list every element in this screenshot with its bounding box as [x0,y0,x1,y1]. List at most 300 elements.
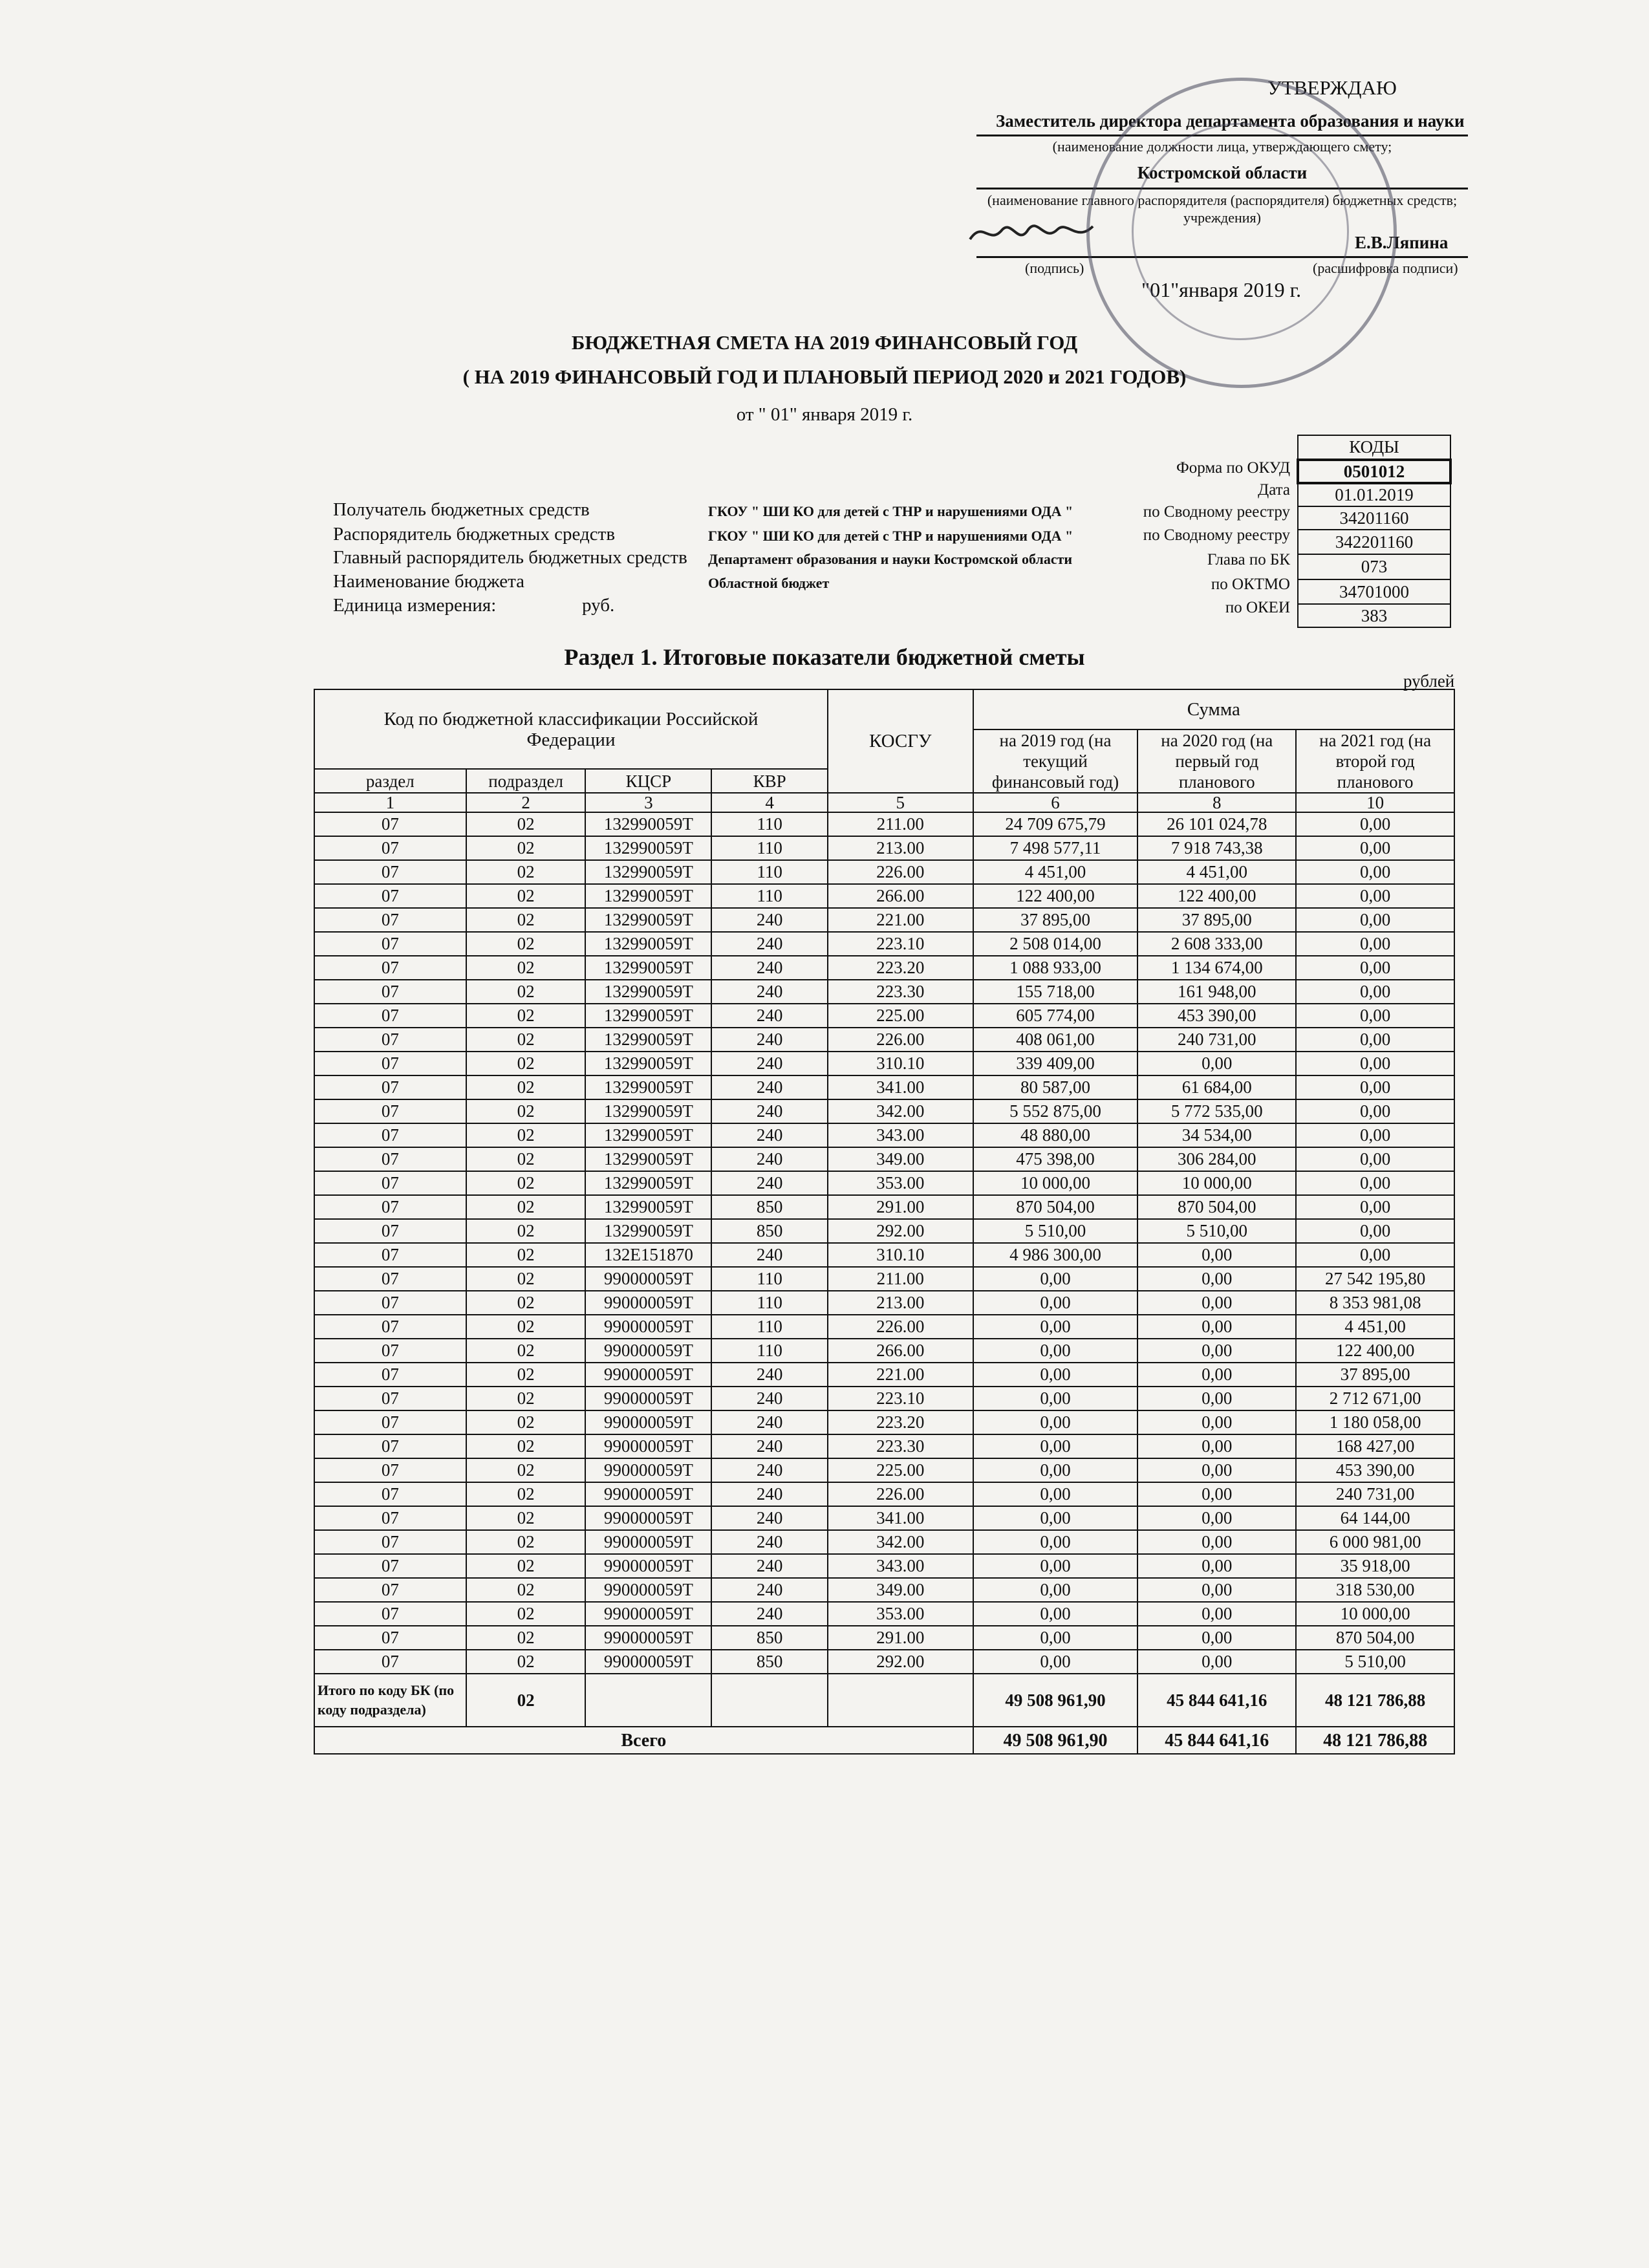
cell-2020: 0,00 [1137,1578,1296,1602]
cell-2021: 6 000 981,00 [1296,1530,1454,1554]
cell-razdel: 07 [314,812,466,836]
cell-2020: 10 000,00 [1137,1171,1296,1195]
cell-podrazdel: 02 [466,1219,586,1243]
approval-heading: УТВЕРЖДАЮ [1267,76,1397,99]
cell-2021: 0,00 [1296,1123,1454,1147]
cell-podrazdel: 02 [466,956,586,980]
cell-razdel: 07 [314,956,466,980]
cell-2021: 37 895,00 [1296,1363,1454,1387]
cell-2019: 0,00 [973,1530,1138,1554]
cell-2021: 122 400,00 [1296,1339,1454,1363]
cell-kvr: 240 [711,908,828,932]
cell-razdel: 07 [314,1267,466,1291]
cell-2019: 408 061,00 [973,1028,1138,1052]
total-row [314,1674,1454,1727]
cell-podrazdel: 02 [466,980,586,1004]
table-row [314,1195,1454,1219]
cell-2020: 161 948,00 [1137,980,1296,1004]
cell-2021: 64 144,00 [1296,1506,1454,1530]
cell-2020: 0,00 [1137,1267,1296,1291]
cell-2019: 0,00 [973,1387,1138,1410]
cell-2020: 306 284,00 [1137,1147,1296,1171]
cell-2019: 24 709 675,79 [973,812,1138,836]
manager-label: Распорядитель бюджетных средств [333,524,616,545]
cell-2021: 0,00 [1296,1195,1454,1219]
cell-2019: 4 451,00 [973,860,1138,884]
cell-2020: 0,00 [1137,1602,1296,1626]
cell-razdel: 07 [314,1482,466,1506]
cell-2021: 318 530,00 [1296,1578,1454,1602]
cell-razdel: 07 [314,1171,466,1195]
codes-header: КОДЫ [1298,435,1450,460]
table-row [314,1602,1454,1626]
chief-label: Главный распорядитель бюджетных средств [333,547,687,568]
cell-2021: 2 712 671,00 [1296,1387,1454,1410]
cell-kvr: 110 [711,812,828,836]
cell-2021: 453 390,00 [1296,1458,1454,1482]
cell-podrazdel: 02 [466,812,586,836]
cell-2019: 339 409,00 [973,1052,1138,1075]
table-row [314,980,1454,1004]
cell-razdel: 07 [314,1219,466,1243]
column-number: 2 [466,793,586,812]
grand-total-label: Всего [314,1727,973,1754]
cell-2020: 0,00 [1137,1650,1296,1674]
cell-kcsr: 132990059Т [585,884,711,908]
header-kcsr: КЦСР [585,769,711,793]
cell-2020: 0,00 [1137,1530,1296,1554]
table-row [314,1506,1454,1530]
column-number: 5 [828,793,973,812]
cell-podrazdel: 02 [466,1171,586,1195]
cell-2021: 0,00 [1296,1028,1454,1052]
cell-kosgu: 353.00 [828,1171,973,1195]
cell-2021: 4 451,00 [1296,1315,1454,1339]
cell-kcsr: 990000059Т [585,1530,711,1554]
cell-kvr: 850 [711,1195,828,1219]
cell-razdel: 07 [314,1315,466,1339]
cell-kvr: 240 [711,956,828,980]
reestr1-label: по Сводному реестру [1143,503,1290,521]
cell-2021: 0,00 [1296,1243,1454,1267]
cell-kosgu: 221.00 [828,908,973,932]
cell-kosgu: 341.00 [828,1075,973,1099]
table-row [314,1339,1454,1363]
cell-kvr: 110 [711,884,828,908]
cell-kcsr: 132990059Т [585,1004,711,1028]
cell-2020: 2 608 333,00 [1137,932,1296,956]
cell-kcsr: 990000059Т [585,1387,711,1410]
cell-2019: 0,00 [973,1410,1138,1434]
approval-org-caption: (наименование главного распорядителя (распорядителя) бюджетных средств; учреждения) [987,192,1458,226]
cell-podrazdel: 02 [466,1530,586,1554]
cell-kcsr: 132990059Т [585,1099,711,1123]
table-row [314,1434,1454,1458]
table-row [314,1554,1454,1578]
cell-2020: 0,00 [1137,1387,1296,1410]
cell-kcsr: 990000059Т [585,1434,711,1458]
cell-2021: 0,00 [1296,932,1454,956]
cell-kosgu: 221.00 [828,1363,973,1387]
cell-2020: 240 731,00 [1137,1028,1296,1052]
cell-2020: 1 134 674,00 [1137,956,1296,980]
approval-signer: Е.В.Ляпина [1355,233,1449,252]
total-kcsr [585,1674,711,1727]
cell-2021: 0,00 [1296,836,1454,860]
cell-2021: 27 542 195,80 [1296,1267,1454,1291]
cell-kosgu: 341.00 [828,1506,973,1530]
cell-razdel: 07 [314,908,466,932]
cell-podrazdel: 02 [466,1578,586,1602]
cell-podrazdel: 02 [466,1147,586,1171]
cell-razdel: 07 [314,1123,466,1147]
cell-2020: 61 684,00 [1137,1075,1296,1099]
cell-podrazdel: 02 [466,932,586,956]
header-2020: на 2020 год (на первый год планового [1137,729,1296,793]
oktmo-value: 34701000 [1298,579,1450,604]
cell-2019: 0,00 [973,1578,1138,1602]
column-number: 10 [1296,793,1454,812]
cell-2019: 155 718,00 [973,980,1138,1004]
cell-kvr: 110 [711,1339,828,1363]
cell-kcsr: 132990059Т [585,1052,711,1075]
budget-label: Наименование бюджета [333,571,525,592]
cell-podrazdel: 02 [466,1052,586,1075]
column-number: 8 [1137,793,1296,812]
cell-razdel: 07 [314,836,466,860]
cell-podrazdel: 02 [466,1243,586,1267]
cell-kosgu: 213.00 [828,1291,973,1315]
cell-podrazdel: 02 [466,1267,586,1291]
cell-kosgu: 226.00 [828,1028,973,1052]
cell-kvr: 240 [711,1530,828,1554]
cell-podrazdel: 02 [466,1075,586,1099]
cell-podrazdel: 02 [466,836,586,860]
cell-2021: 1 180 058,00 [1296,1410,1454,1434]
cell-2021: 0,00 [1296,860,1454,884]
cell-kvr: 240 [711,1387,828,1410]
cell-razdel: 07 [314,980,466,1004]
cell-2019: 2 508 014,00 [973,932,1138,956]
okei-value: 383 [1298,604,1450,627]
document-title: БЮДЖЕТНАЯ СМЕТА НА 2019 ФИНАНСОВЫЙ ГОД [571,331,1078,354]
cell-2019: 0,00 [973,1626,1138,1650]
cell-kvr: 850 [711,1626,828,1650]
header-2019: на 2019 год (на текущий финансовый год) [973,729,1138,793]
cell-podrazdel: 02 [466,1554,586,1578]
cell-2019: 4 986 300,00 [973,1243,1138,1267]
cell-podrazdel: 02 [466,1410,586,1434]
cell-kvr: 240 [711,1554,828,1578]
cell-kosgu: 211.00 [828,1267,973,1291]
cell-kvr: 240 [711,1075,828,1099]
cell-kcsr: 132990059Т [585,1195,711,1219]
codes-table [1297,435,1452,628]
grand-total-2020: 45 844 641,16 [1137,1727,1296,1754]
cell-2021: 8 353 981,08 [1296,1291,1454,1315]
cell-2020: 0,00 [1137,1339,1296,1363]
cell-2021: 5 510,00 [1296,1650,1454,1674]
cell-kosgu: 342.00 [828,1099,973,1123]
header-razdel: раздел [314,769,466,793]
document-subtitle: ( НА 2019 ФИНАНСОВЫЙ ГОД И ПЛАНОВЫЙ ПЕРИОД 2020 и 2021 ГОДОВ) [462,365,1187,388]
cell-kvr: 240 [711,1458,828,1482]
cell-kcsr: 132990059Т [585,1171,711,1195]
cell-kvr: 240 [711,1602,828,1626]
cell-2021: 0,00 [1296,884,1454,908]
oktmo-label: по ОКТМО [1211,576,1290,593]
reestr2-label: по Сводному реестру [1143,526,1290,544]
cell-2019: 5 510,00 [973,1219,1138,1243]
cell-razdel: 07 [314,1602,466,1626]
cell-podrazdel: 02 [466,1626,586,1650]
cell-kosgu: 291.00 [828,1626,973,1650]
total-kvr [711,1674,828,1727]
cell-2019: 5 552 875,00 [973,1099,1138,1123]
approval-org: Костромской области [1137,163,1308,182]
cell-2019: 0,00 [973,1315,1138,1339]
glava-label: Глава по БК [1207,551,1290,568]
table-row [314,1626,1454,1650]
cell-razdel: 07 [314,1339,466,1363]
cell-razdel: 07 [314,1195,466,1219]
budget-value: Областной бюджет [708,575,830,591]
cell-razdel: 07 [314,1147,466,1171]
cell-kosgu: 226.00 [828,1315,973,1339]
cell-podrazdel: 02 [466,908,586,932]
cell-2021: 0,00 [1296,980,1454,1004]
cell-kosgu: 291.00 [828,1195,973,1219]
cell-2019: 475 398,00 [973,1147,1138,1171]
manager-value: ГКОУ " ШИ КО для детей с ТНР и нарушениями ОДА " [708,528,1073,544]
cell-kcsr: 132990059Т [585,812,711,836]
cell-2021: 240 731,00 [1296,1482,1454,1506]
cell-kcsr: 132990059Т [585,1075,711,1099]
cell-podrazdel: 02 [466,1602,586,1626]
date-value: 01.01.2019 [1298,483,1450,506]
cell-kvr: 240 [711,1052,828,1075]
cell-kosgu: 310.10 [828,1052,973,1075]
cell-razdel: 07 [314,1458,466,1482]
okei-label: по ОКЕИ [1225,599,1290,616]
cell-2021: 0,00 [1296,1099,1454,1123]
cell-kosgu: 225.00 [828,1458,973,1482]
cell-podrazdel: 02 [466,1458,586,1482]
cell-kcsr: 990000059Т [585,1626,711,1650]
cell-2021: 0,00 [1296,908,1454,932]
cell-2019: 48 880,00 [973,1123,1138,1147]
approval-sign-caption: (подпись) [1025,260,1084,276]
cell-kvr: 240 [711,1028,828,1052]
cell-kosgu: 223.20 [828,956,973,980]
cell-kvr: 110 [711,836,828,860]
cell-podrazdel: 02 [466,1291,586,1315]
cell-kosgu: 349.00 [828,1147,973,1171]
cell-kcsr: 990000059Т [585,1650,711,1674]
column-number: 4 [711,793,828,812]
cell-2020: 5 510,00 [1137,1219,1296,1243]
column-number: 3 [585,793,711,812]
cell-podrazdel: 02 [466,1123,586,1147]
total-label: Итого по коду БК (по коду подраздела) [314,1674,466,1727]
total-2019: 49 508 961,90 [973,1674,1138,1727]
cell-2020: 122 400,00 [1137,884,1296,908]
cell-razdel: 07 [314,1530,466,1554]
cell-2019: 1 088 933,00 [973,956,1138,980]
cell-2020: 0,00 [1137,1052,1296,1075]
cell-podrazdel: 02 [466,1434,586,1458]
cell-kvr: 240 [711,1004,828,1028]
cell-razdel: 07 [314,1075,466,1099]
grand-total-2019: 49 508 961,90 [973,1727,1138,1754]
cell-kvr: 240 [711,1578,828,1602]
cell-2021: 0,00 [1296,1052,1454,1075]
cell-2021: 0,00 [1296,1171,1454,1195]
table-row [314,1410,1454,1434]
cell-razdel: 07 [314,932,466,956]
cell-2020: 4 451,00 [1137,860,1296,884]
recipient-value: ГКОУ " ШИ КО для детей с ТНР и нарушениями ОДА " [708,503,1073,519]
total-2021: 48 121 786,88 [1296,1674,1454,1727]
cell-kcsr: 990000059Т [585,1482,711,1506]
cell-podrazdel: 02 [466,860,586,884]
cell-2019: 7 498 577,11 [973,836,1138,860]
table-row [314,884,1454,908]
cell-razdel: 07 [314,1028,466,1052]
cell-podrazdel: 02 [466,1004,586,1028]
cell-kcsr: 990000059Т [585,1554,711,1578]
cell-2020: 0,00 [1137,1363,1296,1387]
cell-podrazdel: 02 [466,1650,586,1674]
cell-razdel: 07 [314,1363,466,1387]
cell-podrazdel: 02 [466,884,586,908]
cell-razdel: 07 [314,1554,466,1578]
cell-kvr: 850 [711,1219,828,1243]
cell-kosgu: 213.00 [828,836,973,860]
cell-2020: 453 390,00 [1137,1004,1296,1028]
table-row [314,932,1454,956]
cell-razdel: 07 [314,1243,466,1267]
cell-razdel: 07 [314,1004,466,1028]
cell-2019: 80 587,00 [973,1075,1138,1099]
chief-value: Департамент образования и науки Костромской области [708,551,1073,567]
table-row [314,1004,1454,1028]
cell-kcsr: 132990059Т [585,860,711,884]
cell-2021: 35 918,00 [1296,1554,1454,1578]
table-row [314,860,1454,884]
cell-razdel: 07 [314,1387,466,1410]
total-kosgu [828,1674,973,1727]
cell-kcsr: 990000059Т [585,1315,711,1339]
glava-value: 073 [1298,554,1450,579]
cell-kosgu: 223.10 [828,932,973,956]
cell-2020: 7 918 743,38 [1137,836,1296,860]
table-row [314,836,1454,860]
cell-kvr: 110 [711,1267,828,1291]
cell-2021: 0,00 [1296,956,1454,980]
grand-total-2021: 48 121 786,88 [1296,1727,1454,1754]
cell-kosgu: 266.00 [828,1339,973,1363]
cell-kosgu: 211.00 [828,812,973,836]
cell-2021: 0,00 [1296,1004,1454,1028]
cell-kcsr: 990000059Т [585,1291,711,1315]
cell-kosgu: 310.10 [828,1243,973,1267]
cell-kosgu: 223.20 [828,1410,973,1434]
table-row [314,1171,1454,1195]
cell-podrazdel: 02 [466,1339,586,1363]
cell-2019: 0,00 [973,1554,1138,1578]
cell-kvr: 240 [711,1123,828,1147]
table-row [314,1219,1454,1243]
cell-kvr: 240 [711,1171,828,1195]
cell-kosgu: 223.30 [828,980,973,1004]
cell-razdel: 07 [314,1434,466,1458]
table-row [314,1123,1454,1147]
cell-kvr: 240 [711,1482,828,1506]
cell-2019: 605 774,00 [973,1004,1138,1028]
cell-kosgu: 349.00 [828,1578,973,1602]
cell-razdel: 07 [314,884,466,908]
cell-kosgu: 343.00 [828,1554,973,1578]
cell-2020: 5 772 535,00 [1137,1099,1296,1123]
cell-2019: 0,00 [973,1506,1138,1530]
cell-kcsr: 132990059Т [585,908,711,932]
cell-razdel: 07 [314,1099,466,1123]
cell-kcsr: 990000059Т [585,1339,711,1363]
cell-podrazdel: 02 [466,1387,586,1410]
table-row [314,1052,1454,1075]
total-podrazdel: 02 [466,1674,586,1727]
recipient-label: Получатель бюджетных средств [333,499,590,520]
cell-2020: 0,00 [1137,1291,1296,1315]
header-sum: Сумма [973,689,1454,729]
cell-razdel: 07 [314,1650,466,1674]
cell-kvr: 240 [711,980,828,1004]
cell-kosgu: 266.00 [828,884,973,908]
cell-kosgu: 342.00 [828,1530,973,1554]
cell-2019: 0,00 [973,1339,1138,1363]
cell-kcsr: 132990059Т [585,956,711,980]
cell-2020: 0,00 [1137,1482,1296,1506]
cell-kosgu: 353.00 [828,1602,973,1626]
section-title: Раздел 1. Итоговые показатели бюджетной сметы [564,644,1085,670]
approval-position-caption: (наименование должности лица, утверждающего смету; [1052,138,1392,155]
cell-podrazdel: 02 [466,1482,586,1506]
cell-kcsr: 990000059Т [585,1578,711,1602]
table-row [314,1387,1454,1410]
cell-kosgu: 226.00 [828,860,973,884]
cell-razdel: 07 [314,1410,466,1434]
cell-kcsr: 132990059Т [585,1028,711,1052]
table-row [314,956,1454,980]
table-row [314,1650,1454,1674]
cell-2021: 0,00 [1296,812,1454,836]
cell-kosgu: 225.00 [828,1004,973,1028]
cell-2019: 0,00 [973,1434,1138,1458]
signature [967,207,1096,259]
cell-2020: 34 534,00 [1137,1123,1296,1147]
cell-kosgu: 223.30 [828,1434,973,1458]
approval-date: "01"января 2019 г. [1141,278,1302,301]
budget-table [314,689,1455,1755]
cell-podrazdel: 02 [466,1028,586,1052]
cell-podrazdel: 02 [466,1506,586,1530]
table-row [314,1028,1454,1052]
cell-kcsr: 990000059Т [585,1602,711,1626]
cell-2019: 10 000,00 [973,1171,1138,1195]
reestr1-value: 34201160 [1298,506,1450,530]
header-kvr: КВР [711,769,828,793]
